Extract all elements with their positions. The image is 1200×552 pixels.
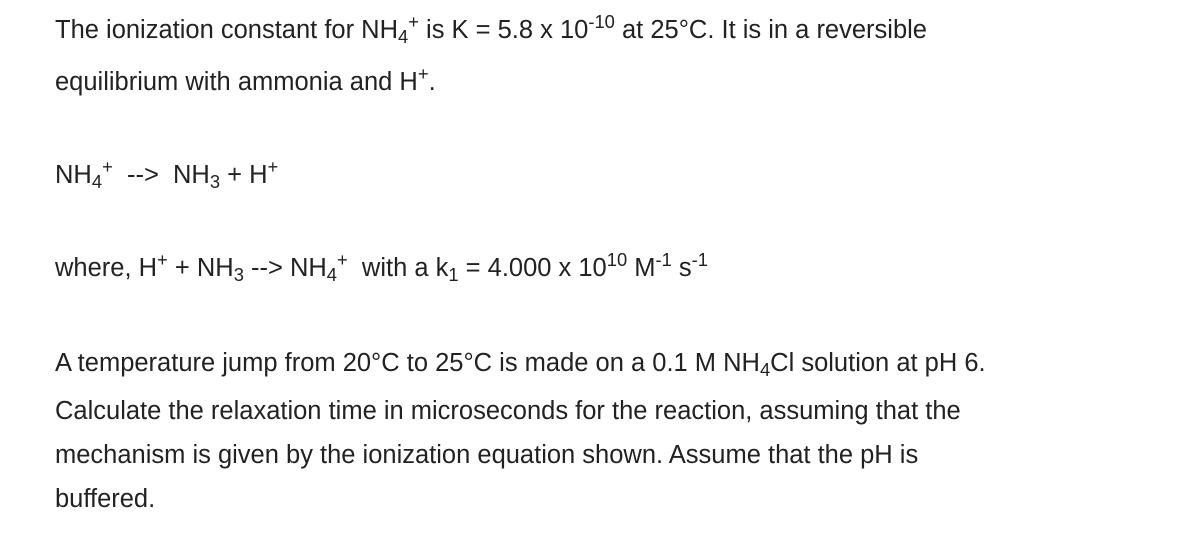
problem-line-4: buffered. [55, 485, 156, 513]
problem-line-3: mechanism is given by the ionization equation shown. Assume that the pH is [55, 441, 919, 469]
association-equation: where, $H^+ + NH_3$ --> $NH_4^+$ with a $k_1 = 4.000$ x $10^{10}$ $M^{-1}$ $s^{-1}$ [55, 248, 708, 286]
intro-line-1: The ionization constant for $NH_4^+$ is K = 5.8 x $10^{-10}$ at 25°C. It is in a reversible [55, 10, 927, 48]
problem-line-1: A temperature jump from 20°C to 25°C is made on a 0.1 M $NH_4Cl$ solution at pH 6. [55, 349, 986, 381]
dissociation-equation: $NH_4^+$ --> $NH_3 + H^+$ [55, 155, 279, 193]
problem-line-2: Calculate the relaxation time in microseconds for the reaction, assuming that the [55, 397, 961, 425]
intro-line-2: equilibrium with ammonia and H+. [55, 62, 436, 96]
